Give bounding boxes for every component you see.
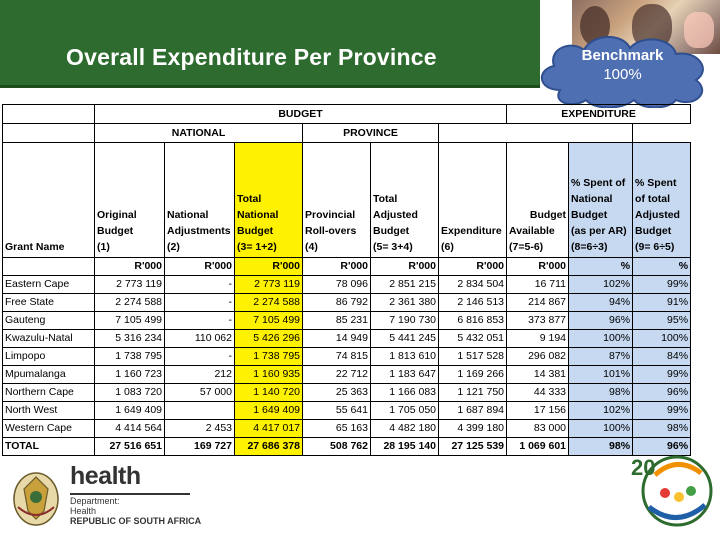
value-cell: 102% — [569, 402, 633, 420]
value-cell: 2 274 588 — [235, 294, 303, 312]
column-header-6 — [439, 143, 507, 258]
column-header-5 — [371, 143, 439, 258]
column-header-2 — [165, 143, 235, 258]
value-cell: 212 — [165, 366, 235, 384]
value-cell: 4 482 180 — [371, 420, 439, 438]
blank-corner — [3, 105, 95, 124]
expenditure-table — [2, 104, 691, 456]
unit-cell: R'000 — [439, 258, 507, 276]
value-cell: 98% — [633, 420, 691, 438]
value-cell: 1 738 795 — [235, 348, 303, 366]
value-cell: 214 867 — [507, 294, 569, 312]
unit-cell: R'000 — [95, 258, 165, 276]
value-cell: 1 649 409 — [235, 402, 303, 420]
value-cell: 96% — [633, 438, 691, 456]
value-cell: 2 274 588 — [95, 294, 165, 312]
value-cell: 27 686 378 — [235, 438, 303, 456]
column-header-line: Budget — [529, 209, 567, 221]
value-cell: 102% — [569, 276, 633, 294]
value-cell: 100% — [633, 330, 691, 348]
value-cell: 99% — [633, 276, 691, 294]
unit-cell: R'000 — [303, 258, 371, 276]
unit-cell: R'000 — [235, 258, 303, 276]
value-cell: - — [165, 312, 235, 330]
value-cell: 1 705 050 — [371, 402, 439, 420]
value-cell: 1 121 750 — [439, 384, 507, 402]
value-cell: 7 105 499 — [95, 312, 165, 330]
table-row — [3, 366, 691, 384]
value-cell: 1 069 601 — [507, 438, 569, 456]
coat-of-arms-icon — [10, 467, 62, 527]
table-row — [3, 330, 691, 348]
value-cell: 44 333 — [507, 384, 569, 402]
unit-cell: % — [569, 258, 633, 276]
expenditure-group-header: EXPENDITURE — [507, 105, 691, 124]
blank-corner-2 — [3, 124, 95, 143]
grant-name-cell: Limpopo — [3, 348, 95, 366]
value-cell: 1 166 083 — [371, 384, 439, 402]
value-cell: 4 399 180 — [439, 420, 507, 438]
value-cell: 98% — [569, 438, 633, 456]
value-cell: 1 183 647 — [371, 366, 439, 384]
benchmark-title: Benchmark — [581, 47, 664, 64]
value-cell: 65 163 — [303, 420, 371, 438]
column-header-line: (6) — [441, 241, 454, 253]
column-header-9 — [633, 143, 691, 258]
value-cell: 4 417 017 — [235, 420, 303, 438]
value-cell: 4 414 564 — [95, 420, 165, 438]
value-cell: 14 949 — [303, 330, 371, 348]
column-header-line: Expenditure — [441, 225, 502, 237]
column-header-line: (2) — [167, 241, 180, 253]
dept-line-1: Department: — [70, 496, 120, 506]
grant-name-cell: TOTAL — [3, 438, 95, 456]
column-header-line: (as per AR) — [571, 225, 627, 237]
national-group-header: NATIONAL — [95, 124, 303, 143]
column-header-line: Budget — [237, 225, 274, 237]
column-header-line: Available — [509, 225, 555, 237]
value-cell: 296 082 — [507, 348, 569, 366]
value-cell: 2 146 513 — [439, 294, 507, 312]
value-cell: 16 711 — [507, 276, 569, 294]
column-header-line: Roll-overs — [305, 225, 357, 237]
value-cell: 1 083 720 — [95, 384, 165, 402]
value-cell: 9 194 — [507, 330, 569, 348]
column-header-line: (9= 6÷5) — [635, 241, 675, 253]
grant-name-cell: Kwazulu-Natal — [3, 330, 95, 348]
column-header-line: Budget — [635, 225, 672, 237]
column-header-line: of total — [635, 193, 671, 205]
column-header-line: National — [237, 209, 279, 221]
column-header-line: (8=6÷3) — [571, 241, 608, 253]
grant-name-cell: Gauteng — [3, 312, 95, 330]
value-cell: 14 381 — [507, 366, 569, 384]
grant-name-cell: Free State — [3, 294, 95, 312]
value-cell: - — [165, 348, 235, 366]
value-cell: 7 105 499 — [235, 312, 303, 330]
unit-cell: % — [633, 258, 691, 276]
value-cell: 7 190 730 — [371, 312, 439, 330]
value-cell: 2 773 119 — [95, 276, 165, 294]
column-header-line: Total — [237, 193, 262, 205]
value-cell: 85 231 — [303, 312, 371, 330]
value-cell: 78 096 — [303, 276, 371, 294]
value-cell: 5 432 051 — [439, 330, 507, 348]
value-cell: 87% — [569, 348, 633, 366]
column-header-0 — [3, 143, 95, 258]
health-logo-rule — [70, 493, 190, 495]
slide-title: Overall Expenditure Per Province — [66, 44, 437, 70]
value-cell: 99% — [633, 366, 691, 384]
column-header-line: (4) — [305, 241, 318, 253]
grant-name-cell: Eastern Cape — [3, 276, 95, 294]
value-cell: 1 687 894 — [439, 402, 507, 420]
value-cell: - — [165, 294, 235, 312]
value-cell: 5 316 234 — [95, 330, 165, 348]
value-cell: 98% — [569, 384, 633, 402]
column-header-line: % Spent — [635, 177, 677, 189]
value-cell: 100% — [569, 330, 633, 348]
value-cell: 2 851 215 — [371, 276, 439, 294]
value-cell: 2 453 — [165, 420, 235, 438]
value-cell: 22 712 — [303, 366, 371, 384]
value-cell: 96% — [569, 312, 633, 330]
value-cell: 94% — [569, 294, 633, 312]
column-header-line: Adjusted — [635, 209, 680, 221]
column-header-line: % Spent of — [571, 177, 626, 189]
value-cell: - — [165, 276, 235, 294]
value-cell: 5 426 296 — [235, 330, 303, 348]
column-header-line: National — [167, 209, 209, 221]
table-row — [3, 294, 691, 312]
value-cell: 1 160 935 — [235, 366, 303, 384]
unit-cell: R'000 — [165, 258, 235, 276]
grant-name-cell: North West — [3, 402, 95, 420]
table-row — [3, 438, 691, 456]
svg-text:20: 20 — [631, 455, 656, 480]
column-header-8 — [569, 143, 633, 258]
blank-expenditure-sub — [439, 124, 633, 143]
value-cell: 1 160 723 — [95, 366, 165, 384]
budget-group-header: BUDGET — [95, 105, 507, 124]
value-cell: 1 517 528 — [439, 348, 507, 366]
value-cell: 1 169 266 — [439, 366, 507, 384]
column-header-line: Original — [97, 209, 137, 221]
grant-name-cell: Mpumalanga — [3, 366, 95, 384]
value-cell: 86 792 — [303, 294, 371, 312]
value-cell — [165, 402, 235, 420]
value-cell: 508 762 — [303, 438, 371, 456]
value-cell: 5 441 245 — [371, 330, 439, 348]
column-header-7 — [507, 143, 569, 258]
table-row — [3, 402, 691, 420]
value-cell: 373 877 — [507, 312, 569, 330]
column-header-4 — [303, 143, 371, 258]
value-cell: 2 361 380 — [371, 294, 439, 312]
benchmark-value: 100% — [603, 66, 642, 83]
dept-line-2: Health — [70, 506, 97, 516]
column-header-3 — [235, 143, 303, 258]
value-cell: 28 195 140 — [371, 438, 439, 456]
unit-cell: R'000 — [371, 258, 439, 276]
value-cell: 100% — [569, 420, 633, 438]
value-cell: 2 834 504 — [439, 276, 507, 294]
grant-name-cell: Western Cape — [3, 420, 95, 438]
value-cell: 6 816 853 — [439, 312, 507, 330]
table-row — [3, 276, 691, 294]
dept-line-3: REPUBLIC OF SOUTH AFRICA — [70, 516, 202, 526]
value-cell: 27 125 539 — [439, 438, 507, 456]
column-header-line: Budget — [571, 209, 608, 221]
value-cell: 25 363 — [303, 384, 371, 402]
column-header-line: Budget — [97, 225, 134, 237]
column-header-line: Adjusted — [373, 209, 418, 221]
value-cell: 83 000 — [507, 420, 569, 438]
column-header-line: (7=5-6) — [509, 241, 544, 253]
column-header-line: Provincial — [305, 209, 356, 221]
value-cell: 1 738 795 — [95, 348, 165, 366]
value-cell: 1 140 720 — [235, 384, 303, 402]
table-row — [3, 384, 691, 402]
table-row — [3, 312, 691, 330]
expenditure-table-wrapper — [2, 104, 690, 450]
value-cell: 95% — [633, 312, 691, 330]
twenty-years-logo-icon — [625, 445, 715, 537]
column-header-line: Grant Name — [5, 241, 65, 253]
value-cell: 91% — [633, 294, 691, 312]
value-cell: 110 062 — [165, 330, 235, 348]
value-cell: 55 641 — [303, 402, 371, 420]
value-cell: 2 773 119 — [235, 276, 303, 294]
value-cell: 99% — [633, 402, 691, 420]
value-cell: 57 000 — [165, 384, 235, 402]
benchmark-label — [540, 46, 705, 84]
column-header-1 — [95, 143, 165, 258]
province-group-header: PROVINCE — [303, 124, 439, 143]
value-cell: 17 156 — [507, 402, 569, 420]
value-cell: 84% — [633, 348, 691, 366]
unit-cell — [3, 258, 95, 276]
column-header-line: National — [571, 193, 613, 205]
unit-cell: R'000 — [507, 258, 569, 276]
table-row — [3, 348, 691, 366]
value-cell: 101% — [569, 366, 633, 384]
column-header-line: (5= 3+4) — [373, 241, 413, 253]
table-row — [3, 420, 691, 438]
value-cell: 1 649 409 — [95, 402, 165, 420]
column-header-line: (3= 1+2) — [237, 241, 277, 253]
column-header-line: (1) — [97, 241, 110, 253]
value-cell: 74 815 — [303, 348, 371, 366]
value-cell: 27 516 651 — [95, 438, 165, 456]
column-header-line: Adjustments — [167, 225, 231, 237]
column-header-line: Total — [373, 193, 398, 205]
value-cell: 1 813 610 — [371, 348, 439, 366]
grant-name-cell: Northern Cape — [3, 384, 95, 402]
value-cell: 169 727 — [165, 438, 235, 456]
department-name — [70, 496, 201, 526]
health-logo-word: health — [70, 462, 141, 490]
column-header-line: Budget — [373, 225, 410, 237]
value-cell: 96% — [633, 384, 691, 402]
